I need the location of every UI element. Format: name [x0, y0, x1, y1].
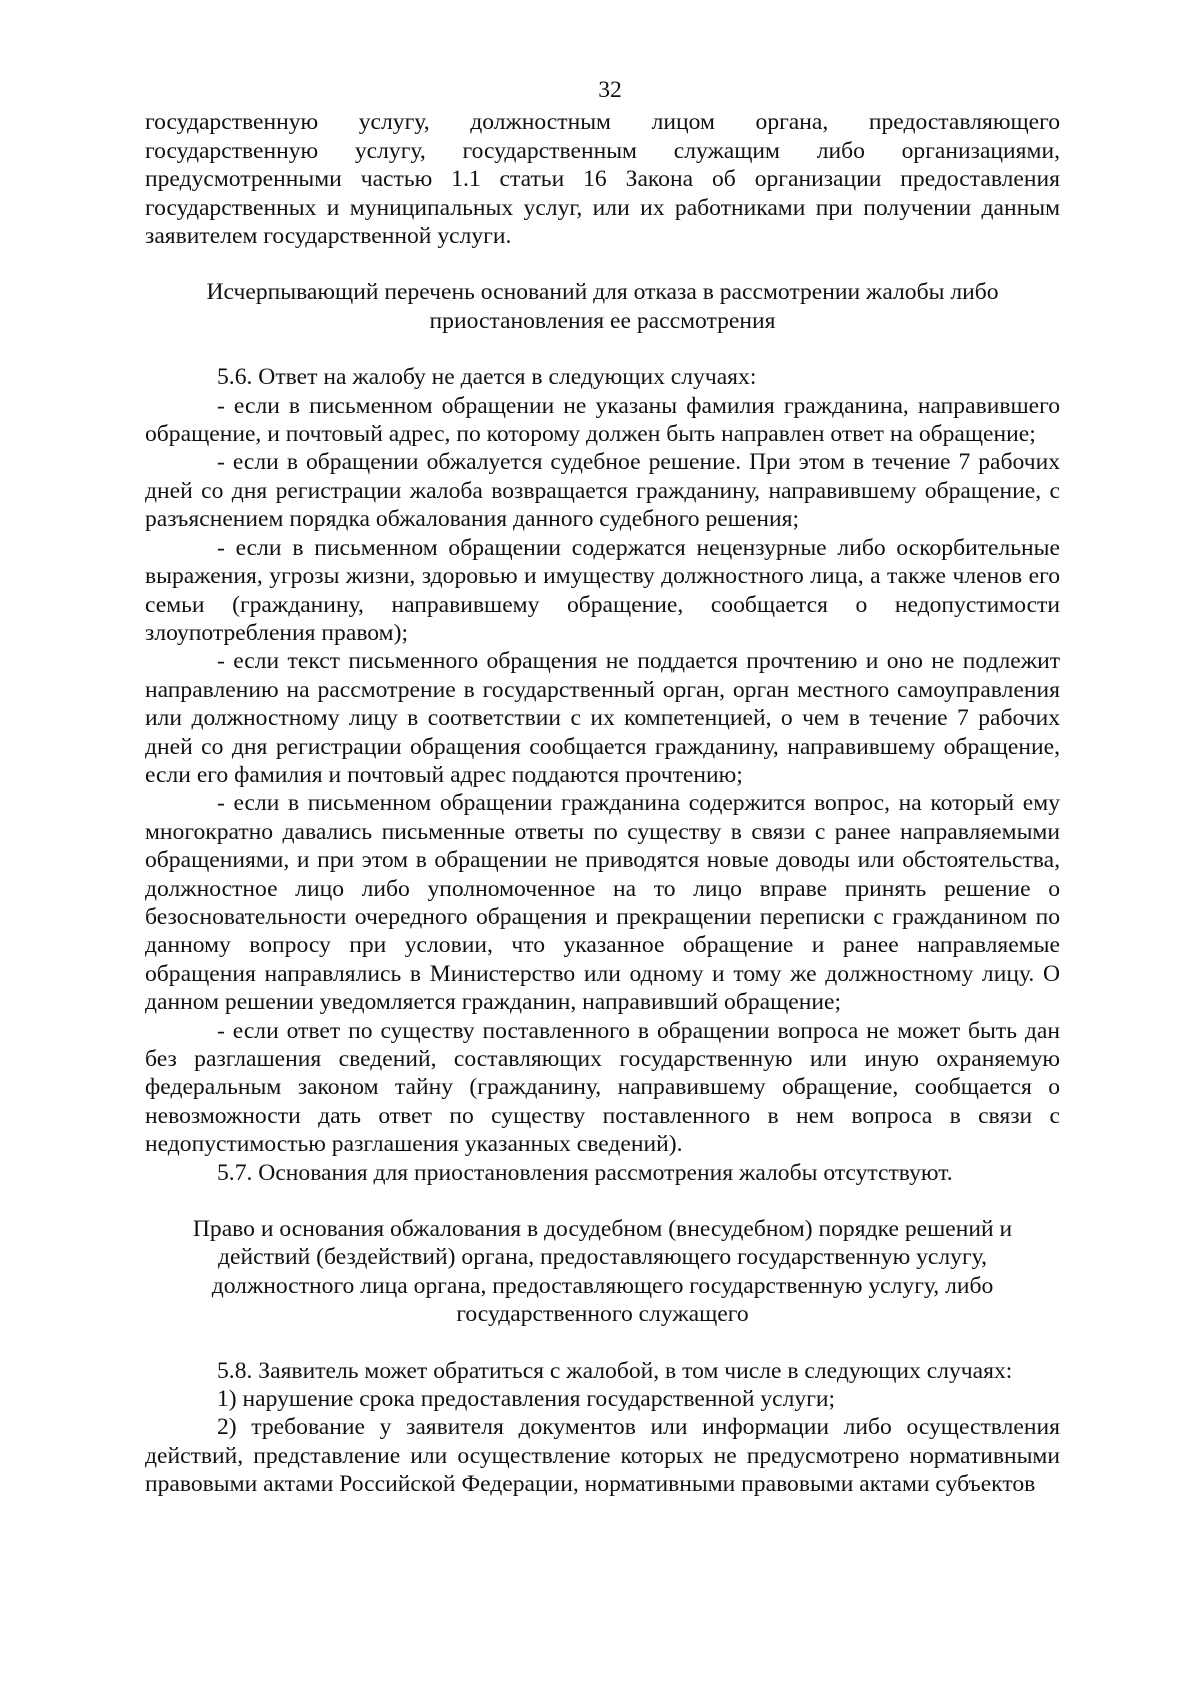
clause-5-6-intro: 5.6. Ответ на жалобу не дается в следующих случаях:	[217, 364, 757, 391]
clause-5-6-item: - если в письменном обращении содержатся нецензурные либо оскорбительные выражения, угрозы жизни, здоровью и имуществу должностного лица, а также членов его семьи (гражданину, направившему обращение, сообщается о недопустимости злоупотребления правом);	[145, 534, 1060, 646]
section-heading-refusal-grounds: Исчерпывающий перечень оснований для отказа в рассмотрении жалобы либо приостановления ее рассмотрения	[206, 279, 999, 334]
document-page	[145, 76, 1060, 1499]
clause-5-6-item: - если текст письменного обращения не поддается прочтению и оно не подлежит направлению на рассмотрение в государственный орган, орган местного самоуправления или должностному лицу в соответствии с их компетенцией, о чем в течение 7 рабочих дней со дня регистрации обращения сообщается гражданину, направившему обращение, если его фамилия и почтовый адрес поддаются прочтению;	[145, 648, 1060, 788]
clause-5-6-item: - если ответ по существу поставленного в обращении вопроса не может быть дан без разглашения сведений, составляющих государственную или иную охраняемую федеральным законом тайну (гражданину, направившему обращение, сообщается о невозможности дать ответ по существу поставленного в нем вопроса в связи с недопустимостью разглашения указанных сведений).	[145, 1017, 1060, 1158]
clause-5-6-item: - если в обращении обжалуется судебное решение. При этом в течение 7 рабочих дней со дня регистрации жалоба возвращается гражданину, направившему обращение, с разъяснением порядка обжалования данного судебного решения;	[145, 449, 1060, 533]
clause-5-8-intro: 5.8. Заявитель может обратиться с жалобой, в том числе в следующих случаях:	[217, 1357, 1013, 1384]
clause-5-7: 5.7. Основания для приостановления рассмотрения жалобы отсутствуют.	[217, 1159, 953, 1186]
section-heading-appeal-rights: Право и основания обжалования в досудебном (внесудебном) порядке решений и действий (бездействий) органа, предоставляющего государственную услугу, должностного лица органа, предоставляющего государственную услугу, либо государственного служащего	[192, 1216, 1013, 1328]
page-number: 32	[598, 77, 622, 103]
clause-5-6-item: - если в письменном обращении гражданина содержится вопрос, на который ему многократно давались письменные ответы по существу в связи с ранее направляемыми обращениями, и при этом в обращении не приводятся новые доводы или обстоятельства, должностное лицо либо уполномоченное на то лицо вправе принять решение о безосновательности очередного обращения и прекращении переписки с гражданином по данному вопросу при условии, что указанное обращение и ранее направляемые обращения направлялись в Министерство или одному и тому же должностному лицу. О данном решении уведомляется гражданин, направивший обращение;	[145, 790, 1060, 1016]
clause-5-8-item: 1) нарушение срока предоставления государственной услуги;	[217, 1386, 836, 1413]
clause-5-6-item: - если в письменном обращении не указаны фамилия гражданина, направившего обращение, и почтовый адрес, по которому должен быть направлен ответ на обращение;	[145, 392, 1060, 448]
clause-5-8-item: 2) требование у заявителя документов или информации либо осуществления действий, представление или осуществление которых не предусмотрено нормативными правовыми актами Российской Федерации, нормативными правовыми актами субъектов	[145, 1414, 1060, 1498]
paragraph-continuation: государственную услугу, должностным лицом органа, предоставляющего государственную услугу, государственным служащим либо организациями, предусмотренными частью 1.1 статьи 16 Закона об организации предоставления государственных и муниципальных услуг, или их работниками при получении данным заявителем государственной услуги.	[145, 109, 1060, 250]
